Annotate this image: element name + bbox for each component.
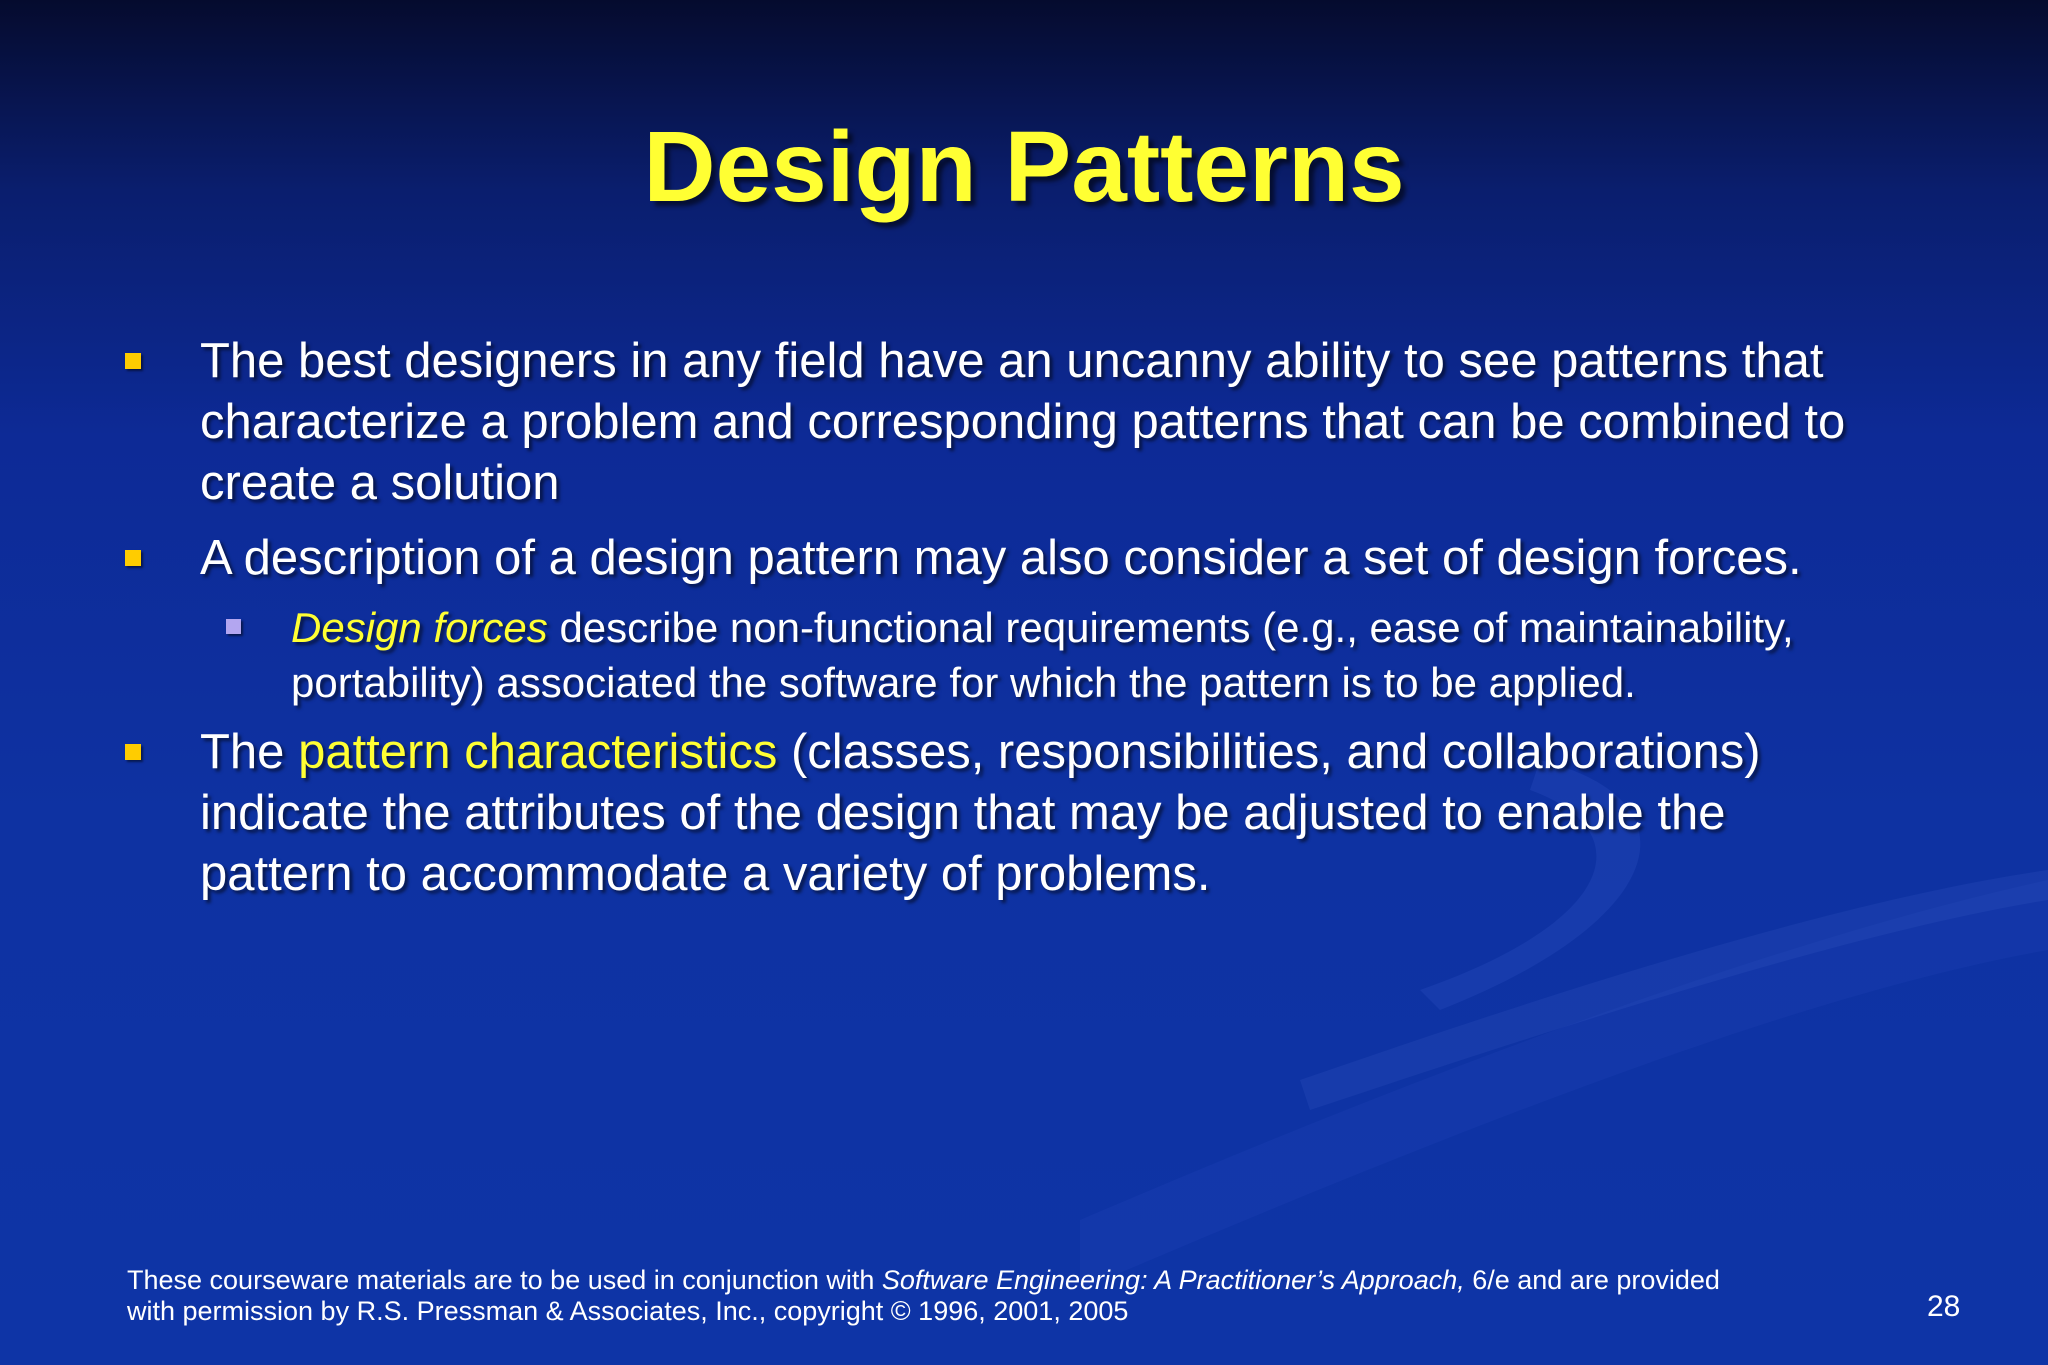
- bullet-1-line-2: characterize a problem and corresponding patterns that can be combined to: [200, 395, 1846, 449]
- slide-title: Design Patterns: [643, 111, 1405, 223]
- bullet-3-line-1: [200, 722, 1761, 783]
- square-bullet-icon: [125, 744, 141, 760]
- footer-line-1-post: 6/e and are provided: [1464, 1265, 1720, 1295]
- footer-line-1-pre: These courseware materials are to be used in conjunction with: [127, 1265, 882, 1295]
- swoosh-band-3: [1300, 870, 2048, 1110]
- square-bullet-icon: [125, 550, 141, 566]
- bullet-3-line-2: indicate the attributes of the design that may be adjusted to enable the: [200, 786, 1726, 840]
- design-forces-term: Design forces: [291, 604, 548, 651]
- footer-copyright: [127, 1265, 1720, 1327]
- bullet-2-line-1: A description of a design pattern may also consider a set of design forces.: [200, 531, 1802, 585]
- square-sub-bullet-icon: [226, 619, 241, 634]
- footer-line-2: with permission by R.S. Pressman & Associates, Inc., copyright © 1996, 2001, 2005: [127, 1296, 1129, 1326]
- bullet-3-line-1-rest: (classes, responsibilities, and collaborations): [777, 725, 1761, 779]
- bullet-3-line-3: pattern to accommodate a variety of problems.: [200, 847, 1211, 901]
- bullet-3-line-1-pre: The: [200, 725, 299, 779]
- sub-bullet-1-line-2: portability) associated the software for which the pattern is to be applied.: [291, 659, 1636, 706]
- sub-bullet-1-line-1-rest: describe non-functional requirements (e.g., ease of maintainability,: [547, 604, 1794, 651]
- pattern-characteristics-term: pattern characteristics: [298, 725, 778, 779]
- footer-line-1: [127, 1265, 1720, 1296]
- square-bullet-icon: [125, 353, 141, 369]
- footer-book-title: Software Engineering: A Practitioner’s Approach,: [881, 1265, 1465, 1295]
- page-number: 28: [1927, 1290, 1961, 1323]
- sub-bullet-1-line-1: [291, 600, 1794, 655]
- bullet-1-line-1: The best designers in any field have an uncanny ability to see patterns that: [200, 334, 1824, 388]
- bullet-1-line-3: create a solution: [200, 456, 560, 510]
